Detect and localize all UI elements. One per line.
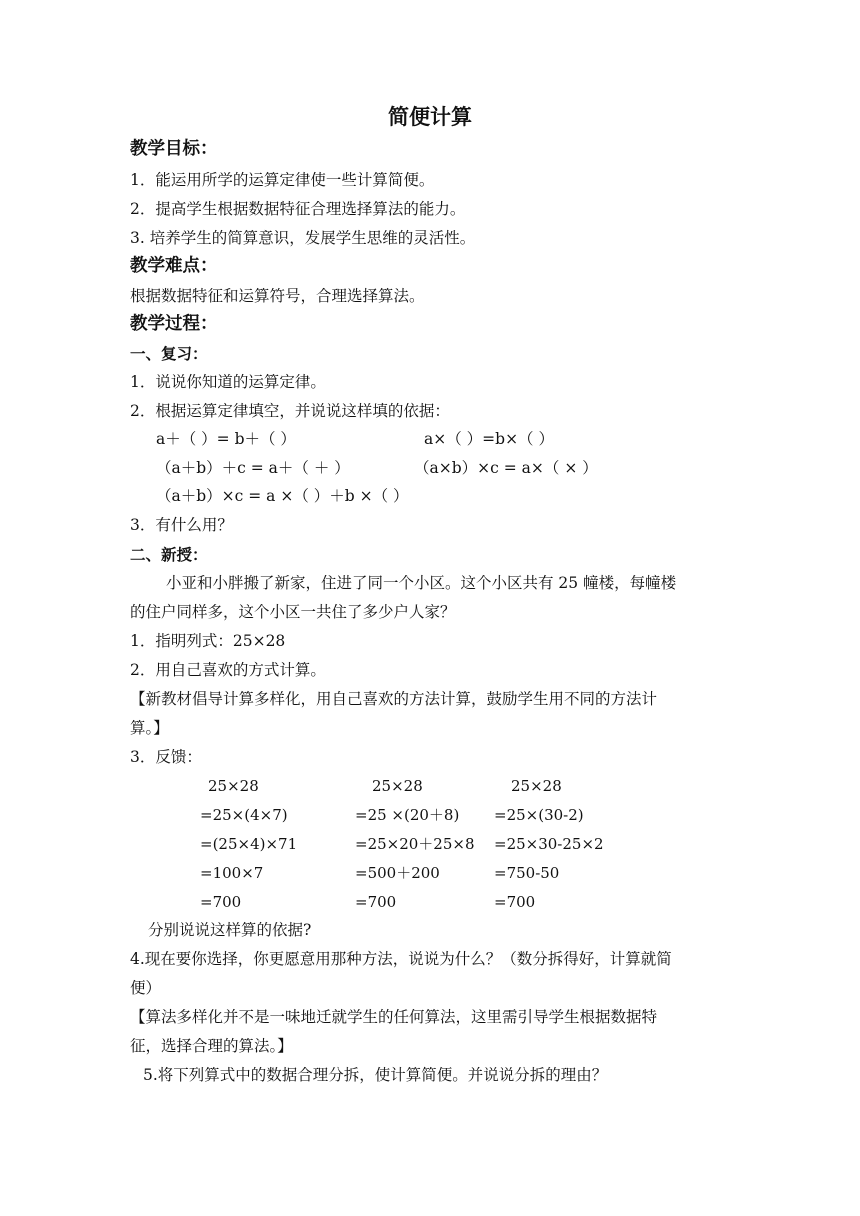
calc-step: =700 xyxy=(200,893,242,911)
calc-step: =700 xyxy=(355,893,397,911)
teaching-note: 【新教材倡导计算多样化，用自己喜欢的方法计算，鼓励学生用不同的方法计 xyxy=(130,690,658,708)
calc-step: =25×(4×7) xyxy=(200,806,288,824)
process-heading: 教学过程： xyxy=(130,314,218,334)
review-item: 1．说说你知道的运算定律。 xyxy=(130,373,326,391)
step-item: 4.现在要你选择，你更愿意用那种方法，说说为什么？（数分拆得好，计算就简 xyxy=(130,950,672,968)
calc-step: =25 ×(20＋8) xyxy=(355,806,460,824)
story-text: 的住户同样多，这个小区一共住了多少户人家？ xyxy=(130,603,456,621)
teaching-note: 征，选择合理的算法。】 xyxy=(130,1037,293,1055)
calc-step: =(25×4)×71 xyxy=(200,835,298,853)
goal-item: 1．能运用所学的运算定律使一些计算简便。 xyxy=(130,171,435,189)
calc-step: =700 xyxy=(494,893,536,911)
teaching-note: 算。】 xyxy=(130,719,169,737)
teaching-note: 【算法多样化并不是一味地迁就学生的任何算法，这里需引导学生根据数据特 xyxy=(130,1008,658,1026)
law-fill-blank: a×（ ）=b×（ ） xyxy=(424,430,554,448)
newlesson-heading: 二、新授： xyxy=(130,546,208,564)
difficulty-text: 根据数据特征和运算符号，合理选择算法。 xyxy=(130,287,425,305)
calc-step: =500＋200 xyxy=(355,864,440,882)
basis-question: 分别说说这样算的依据? xyxy=(148,921,312,939)
calc-step: =100×7 xyxy=(200,864,264,882)
calc-step: =25×(30-2) xyxy=(494,806,584,824)
page-title: 简便计算 xyxy=(388,105,472,129)
review-heading: 一、复习： xyxy=(130,345,208,363)
calc-step: =25×30-25×2 xyxy=(494,835,604,853)
step-item: 2．用自己喜欢的方式计算。 xyxy=(130,661,326,679)
review-item: 3．有什么用？ xyxy=(130,516,233,534)
goal-item: 3. 培养学生的简算意识，发展学生思维的灵活性。 xyxy=(130,229,476,247)
difficulty-heading: 教学难点： xyxy=(130,256,218,276)
calc-step: =750-50 xyxy=(494,864,560,882)
law-fill-blank: a＋（ ）= b＋（ ） xyxy=(156,430,296,448)
calc-step: 25×28 xyxy=(372,777,423,795)
calc-step: 25×28 xyxy=(511,777,562,795)
step-item: 便） xyxy=(130,979,162,997)
law-fill-blank: （a＋b）×c = a ×（ ）＋b ×（ ） xyxy=(156,487,409,505)
law-fill-blank: （a＋b）＋c = a＋（ ＋ ） xyxy=(156,459,350,477)
story-text: 小亚和小胖搬了新家，住进了同一个小区。这个小区共有 25 幢楼，每幢楼 xyxy=(166,574,677,592)
calc-step: =25×20＋25×8 xyxy=(355,835,475,853)
step-item: 1．指明列式：25×28 xyxy=(130,632,286,650)
step-item: 3．反馈： xyxy=(130,748,202,766)
review-item: 2．根据运算定律填空，并说说这样填的依据： xyxy=(130,402,450,420)
calc-step: 25×28 xyxy=(208,777,259,795)
step-item: 5.将下列算式中的数据合理分拆，使计算简便。并说说分拆的理由？ xyxy=(143,1066,608,1084)
law-fill-blank: （a×b）×c = a×（ × ） xyxy=(414,459,598,477)
goals-heading: 教学目标： xyxy=(130,139,218,159)
goal-item: 2．提高学生根据数据特征合理选择算法的能力。 xyxy=(130,200,466,218)
